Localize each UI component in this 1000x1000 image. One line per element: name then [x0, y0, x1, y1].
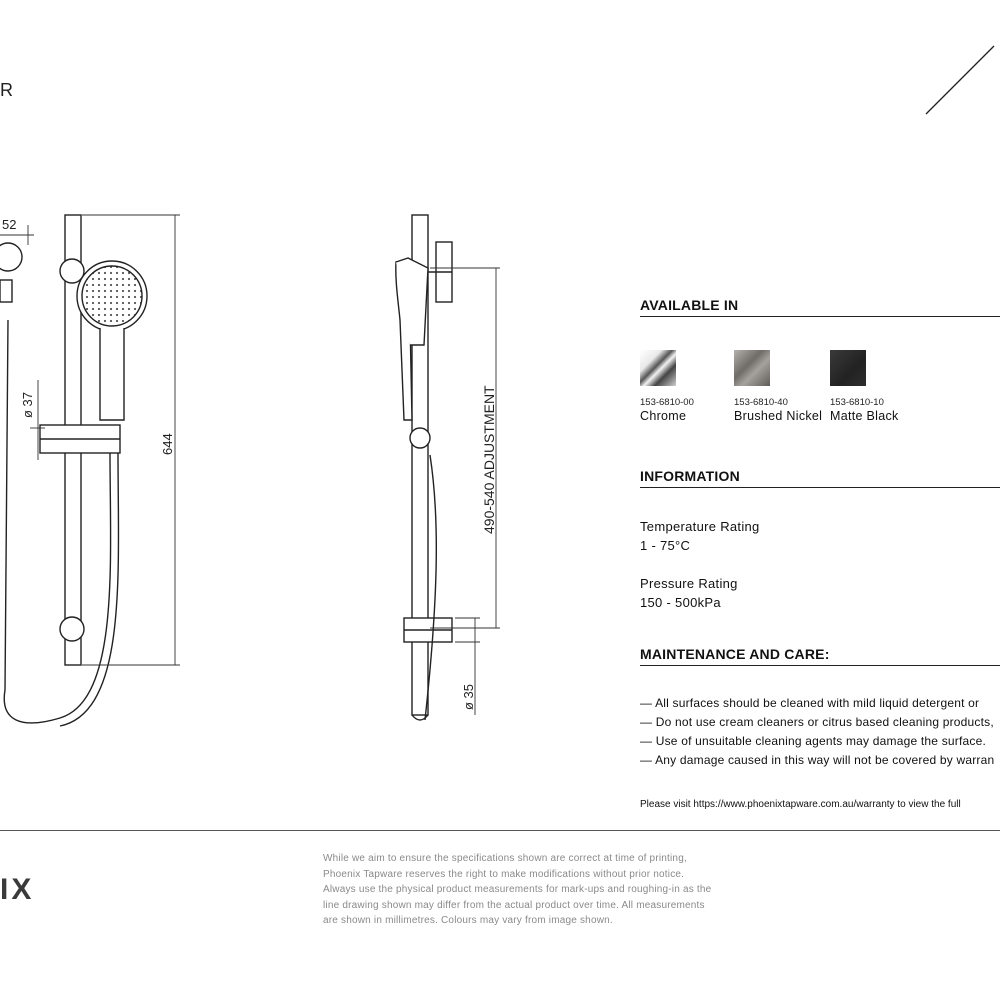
product-title-fragment: R [0, 80, 13, 100]
care-item: — Any damage caused in this way will not be covered by warran [640, 753, 995, 767]
chrome-swatch [640, 350, 676, 386]
footer-divider [0, 830, 1000, 831]
disclaimer [323, 851, 753, 929]
available-in-heading: AVAILABLE IN [640, 297, 1000, 317]
brand-logo: IX [0, 873, 35, 906]
dim-37: ø 37 [20, 391, 35, 418]
technical-drawing [0, 200, 620, 740]
information-heading: INFORMATION [640, 468, 1000, 488]
care-item: — Use of unsuitable cleaning agents may damage the surface. [640, 734, 986, 748]
finish-name: Matte Black [830, 409, 899, 423]
care-item: — All surfaces should be cleaned with mild liquid detergent or [640, 696, 980, 710]
disclaimer-line: are shown in millimetres. Colours may vary from image shown. [323, 915, 613, 926]
temperature-label: Temperature Rating [640, 519, 760, 534]
disclaimer-line: While we aim to ensure the specifications shown are correct at time of printing, [323, 853, 687, 864]
finish-code: 153-6810-00 [640, 397, 694, 408]
maintenance-heading: MAINTENANCE AND CARE: [640, 646, 1000, 666]
disclaimer-line: Always use the physical product measurements for mark-ups and roughing-in as the [323, 884, 712, 895]
warranty-link-text[interactable]: Please visit https://www.phoenixtapware.com.au/warranty to view the full [640, 799, 961, 810]
dim-adjustment: 490-540 ADJUSTMENT [481, 385, 497, 534]
temperature-value: 1 - 75°C [640, 538, 691, 553]
brushed-nickel-swatch [734, 350, 770, 386]
disclaimer-line: line drawing shown may differ from the actual product over time. All measurements [323, 899, 705, 911]
disclaimer-line: Phoenix Tapware reserves the right to make modifications without prior notice. [323, 868, 685, 880]
finish-code: 153-6810-10 [830, 397, 884, 408]
dim-35: ø 35 [461, 683, 476, 710]
pressure-label: Pressure Rating [640, 576, 738, 591]
matte-black-swatch [830, 350, 866, 386]
finish-code: 153-6810-40 [734, 397, 788, 408]
dim-52: 52 [2, 217, 17, 232]
pressure-value: 150 - 500kPa [640, 595, 721, 610]
finish-name: Brushed Nickel [734, 409, 823, 423]
care-item: — Do not use cream cleaners or citrus based cleaning products, [640, 715, 994, 729]
decorative-slash [920, 40, 1000, 120]
finish-name: Chrome [640, 409, 687, 423]
dim-644: 644 [160, 433, 175, 455]
